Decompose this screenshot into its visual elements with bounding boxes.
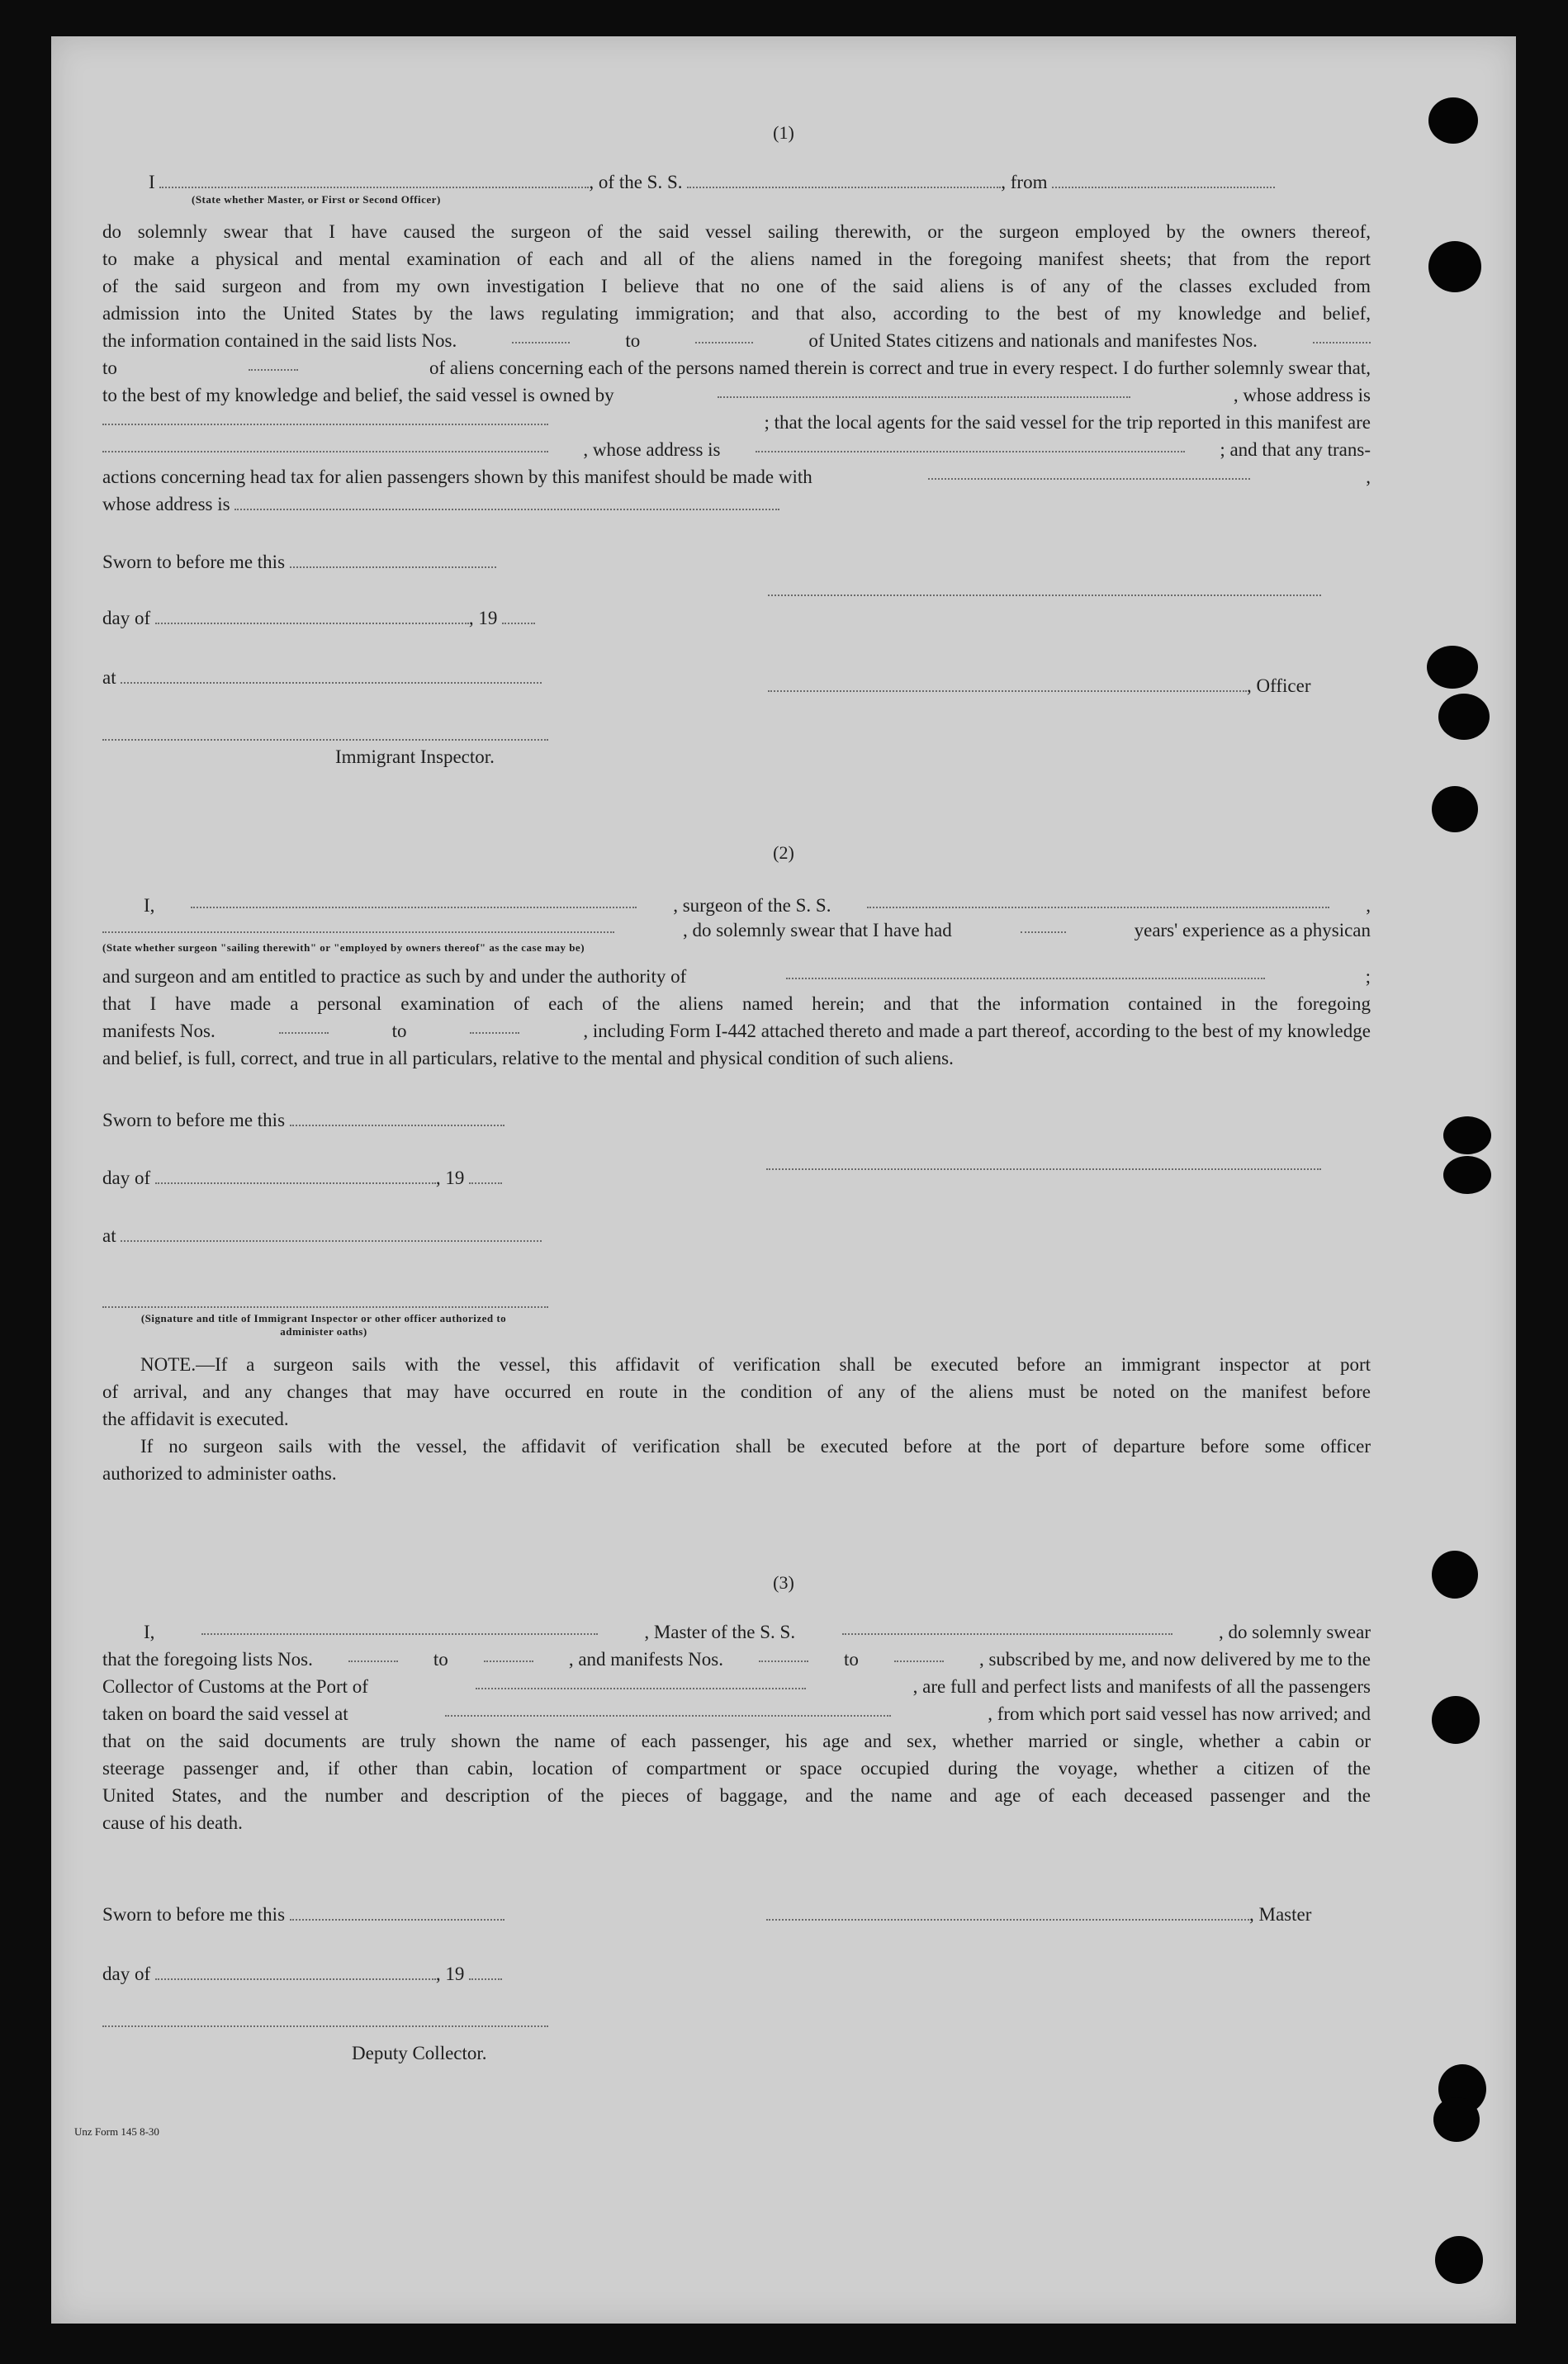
surgeon-of-label: , surgeon of the S. S.	[673, 895, 831, 916]
experience-label: years' experience as a physican	[1134, 920, 1371, 940]
at-label: at	[102, 667, 116, 688]
section-3-line-1	[144, 1618, 1371, 1646]
list-from-field[interactable]	[348, 1646, 398, 1662]
note-line: NOTE.—If a surgeon sails with the vessel, this affidavit of verification shall be executed before an immigrant inspector at port	[140, 1354, 1371, 1375]
year-label: , 19	[435, 1964, 465, 1984]
punch-hole	[1427, 646, 1478, 689]
lists-nos-label: the information contained in the said lists Nos.	[102, 330, 457, 351]
year-label: , 19	[468, 608, 498, 628]
manifest-from-field[interactable]	[1313, 327, 1371, 343]
agents-address-field[interactable]	[756, 436, 1185, 452]
month-field[interactable]	[155, 608, 469, 624]
manifest-from-field[interactable]	[279, 1017, 329, 1034]
note-line: If no surgeon sails with the vessel, the affidavit of verification shall be executed before at the port of departure before some officer	[140, 1436, 1371, 1457]
owner-field[interactable]	[718, 381, 1130, 398]
surgeon-status-note: (State whether surgeon "sailing therewith" or "employed by owners thereof" as the case may be)	[102, 941, 585, 954]
local-agents-label: ; that the local agents for the said vessel for the trip reported in this manifest are	[764, 412, 1371, 433]
pronoun-i: I	[149, 172, 155, 192]
punch-hole	[1438, 694, 1490, 740]
collector-signature-line[interactable]	[102, 2025, 548, 2027]
inspector-label: Immigrant Inspector.	[335, 746, 495, 767]
surgeon-status-field[interactable]	[102, 917, 614, 933]
punch-hole	[1433, 2097, 1480, 2142]
section-2-line-1	[144, 892, 1371, 919]
section-2-line-6: and belief, is full, correct, and true in all particulars, relative to the mental and physical condition of such aliens.	[102, 1048, 954, 1068]
section-3-line-3	[102, 1673, 1371, 1700]
master-line	[766, 1901, 1311, 1928]
section-1-line-1	[149, 168, 1371, 196]
surgeon-signature-line[interactable]	[766, 1168, 1321, 1170]
para-line: of the said surgeon and from my own investigation I believe that no one of the said aliens is of any of the classes excluded from	[102, 276, 1371, 296]
para-line: cause of his death.	[102, 1812, 243, 1833]
master-label: , Master	[1249, 1904, 1312, 1925]
note-line: authorized to administer oaths.	[102, 1463, 337, 1484]
whose-address-line	[102, 490, 1371, 518]
punch-hole	[1443, 1156, 1491, 1194]
authority-label: and surgeon and am entitled to practice as such by and under the authority of	[102, 966, 687, 987]
semicolon: ;	[1365, 966, 1371, 987]
from-label: , from	[1001, 172, 1048, 192]
comma: ,	[1366, 467, 1371, 487]
note-line: of arrival, and any changes that may have occurred en route in the condition of any of the aliens must be noted on the manifest before	[102, 1381, 1371, 1402]
pronoun-i: I,	[144, 1622, 155, 1642]
local-agents-line	[102, 409, 1371, 436]
full-perfect-label: , are full and perfect lists and manifests of all the passengers	[912, 1676, 1371, 1697]
punch-hole	[1443, 1116, 1491, 1154]
sworn-label: Sworn to before me this	[102, 1904, 286, 1925]
month-field[interactable]	[155, 1964, 436, 1980]
taken-on-board-label: taken on board the said vessel at	[102, 1703, 348, 1724]
officer-name-field[interactable]	[159, 172, 589, 188]
form-id: Unz Form 145 8-30	[74, 2125, 159, 2138]
owned-by-label: to the best of my knowledge and belief, the said vessel is owned by	[102, 385, 614, 405]
inspector-signature-line[interactable]	[102, 1305, 548, 1308]
agents-field[interactable]	[102, 436, 548, 452]
section-2-number: (2)	[773, 842, 794, 863]
at-label: at	[102, 1225, 116, 1246]
to-label: to	[433, 1649, 448, 1670]
port-field[interactable]	[476, 1673, 806, 1689]
para-line: United States, and the number and description of the pieces of baggage, and the name and age of each deceased passenger and the	[102, 1785, 1371, 1806]
day-of-line-2	[102, 1164, 502, 1191]
pronoun-i: I,	[144, 895, 155, 916]
sworn-date-field[interactable]	[290, 1904, 505, 1921]
para-line: admission into the United States by the laws regulating immigration; and that also, according to the best of my knowledge and belief,	[102, 303, 1371, 324]
section-2-line-2	[102, 917, 1371, 944]
vessel-name-field[interactable]	[842, 1618, 1172, 1635]
para-line: to make a physical and mental examination of each and all of the aliens named in the foregoing manifest sheets; that from the report	[102, 249, 1371, 269]
sworn-line-2	[102, 1106, 505, 1134]
day-of-label: day of	[102, 1964, 151, 1984]
embarkation-port-field[interactable]	[445, 1700, 891, 1717]
sworn-label: Sworn to before me this	[102, 552, 286, 572]
sworn-label: Sworn to before me this	[102, 1110, 286, 1130]
sworn-line-3	[102, 1901, 505, 1928]
whose-address-label: , whose address is	[583, 439, 721, 460]
form-i442-label: , including Form I-442 attached thereto and made a part thereof, according to the best of my knowledge	[583, 1021, 1371, 1041]
manifest-to-field[interactable]	[470, 1017, 519, 1034]
list-to-field[interactable]	[484, 1646, 533, 1662]
officer-field[interactable]	[768, 675, 1247, 692]
year-field[interactable]	[502, 608, 535, 624]
whose-address-label: whose address is	[102, 494, 230, 514]
section-3-line-4	[102, 1700, 1371, 1727]
day-of-line-1	[102, 604, 535, 632]
at-line-2	[102, 1222, 542, 1249]
aliens-statement: of aliens concerning each of the persons named therein is correct and true in every respect. I do further solemnly swear that,	[429, 358, 1371, 378]
solemnly-swear-label: , do solemnly swear that I have had	[682, 920, 952, 940]
sworn-date-field[interactable]	[290, 552, 496, 568]
agents-address-line	[102, 436, 1371, 463]
to-label: to	[844, 1649, 859, 1670]
section-3-number: (3)	[773, 1572, 794, 1593]
officer-rank-note: (State whether Master, or First or Second Officer)	[192, 193, 441, 206]
solemnly-swear-label: , do solemnly swear	[1219, 1622, 1371, 1642]
para-line: do solemnly swear that I have caused the surgeon of the said vessel sailing therewith, or the surgeon employed by the owners thereof,	[102, 221, 1371, 242]
section-1-paragraph	[102, 218, 1371, 518]
arrived-label: , from which port said vessel has now arrived; and	[988, 1703, 1371, 1724]
para-line: steerage passenger and, if other than cabin, location of compartment or space occupied during the voyage, whether a citizen of the	[102, 1758, 1371, 1779]
punch-hole	[1432, 786, 1478, 832]
surgeon-note	[102, 1351, 1371, 1487]
years-field[interactable]	[1021, 917, 1066, 933]
at-line-1	[102, 664, 542, 691]
transactions-label: ; and that any trans-	[1220, 439, 1371, 460]
to-label: to	[391, 1021, 407, 1041]
section-2-line-3	[102, 963, 1371, 990]
master-signature-field[interactable]	[766, 1904, 1249, 1921]
signature-title-note: (Signature and title of Immigrant Inspector or other officer authorized to administer oaths)	[140, 1312, 507, 1338]
inspector-signature-line[interactable]	[102, 738, 548, 741]
day-of-line-3	[102, 1960, 502, 1987]
list-numbers-line	[102, 327, 1371, 354]
owned-by-line	[102, 381, 1371, 409]
comma: ,	[1366, 895, 1371, 916]
head-tax-label: actions concerning head tax for alien passengers shown by this manifest should be made with	[102, 467, 812, 487]
form-page	[51, 36, 1516, 2324]
manifests-nos-label: manifests Nos.	[102, 1021, 216, 1041]
list-from-field[interactable]	[512, 327, 570, 343]
section-2-line-4: that I have made a personal examination of each of the aliens named herein; and that the information contained in the foregoing	[102, 993, 1371, 1014]
departure-port-field[interactable]	[1052, 172, 1275, 188]
manifest-to-field[interactable]	[249, 354, 298, 371]
head-tax-line	[102, 463, 1371, 490]
section-1-number: (1)	[773, 122, 794, 143]
officer-label: , Officer	[1247, 675, 1311, 696]
deputy-collector-label: Deputy Collector.	[352, 2043, 487, 2063]
list-to-field[interactable]	[695, 327, 753, 343]
place-field[interactable]	[121, 1225, 542, 1242]
vessel-name-field[interactable]	[867, 892, 1329, 908]
section-3-paragraph	[102, 1727, 1371, 1836]
punch-hole	[1432, 1551, 1478, 1599]
subscribed-label: , subscribed by me, and now delivered by me to the	[978, 1649, 1371, 1670]
punch-hole	[1428, 241, 1481, 292]
punch-hole	[1428, 97, 1478, 144]
authority-field[interactable]	[786, 963, 1265, 979]
month-field[interactable]	[155, 1168, 436, 1184]
head-tax-contact-field[interactable]	[928, 463, 1250, 480]
manifests-nos-label: , and manifests Nos.	[568, 1649, 724, 1670]
section-2-line-5	[102, 1017, 1371, 1045]
year-label: , 19	[435, 1168, 465, 1188]
lists-nos-label: that the foregoing lists Nos.	[102, 1649, 313, 1670]
day-of-label: day of	[102, 1168, 151, 1188]
punch-hole	[1432, 1696, 1480, 1744]
day-of-label: day of	[102, 608, 151, 628]
master-name-field[interactable]	[201, 1618, 598, 1635]
officer-signature-line[interactable]	[768, 594, 1321, 596]
vessel-name-field[interactable]	[687, 172, 1001, 188]
whose-address-label: , whose address is	[1233, 385, 1371, 405]
owner-address-field[interactable]	[102, 409, 548, 425]
officer-line	[768, 672, 1310, 699]
manifest-from-field[interactable]	[759, 1646, 808, 1662]
sworn-date-field[interactable]	[290, 1110, 505, 1126]
of-ss-label: , of the S. S.	[589, 172, 683, 192]
manifest-to-field[interactable]	[894, 1646, 944, 1662]
year-field[interactable]	[469, 1168, 502, 1184]
citizens-manifests-label: of United States citizens and nationals and manifestes Nos.	[808, 330, 1258, 351]
punch-hole	[1435, 2236, 1483, 2284]
head-tax-address-field[interactable]	[234, 494, 779, 510]
section-3-line-2	[102, 1646, 1371, 1673]
aliens-line	[102, 354, 1371, 381]
note-line: the affidavit is executed.	[102, 1409, 289, 1429]
sworn-line-1	[102, 548, 496, 576]
para-line: that on the said documents are truly shown the name of each passenger, his age and sex, whether married or single, whether a cabin or	[102, 1731, 1371, 1751]
master-of-label: , Master of the S. S.	[644, 1622, 796, 1642]
to-label: to	[625, 330, 641, 351]
surgeon-name-field[interactable]	[191, 892, 637, 908]
place-field[interactable]	[121, 667, 542, 684]
collector-port-label: Collector of Customs at the Port of	[102, 1676, 368, 1697]
to-label: to	[102, 358, 117, 378]
year-field[interactable]	[469, 1964, 502, 1980]
